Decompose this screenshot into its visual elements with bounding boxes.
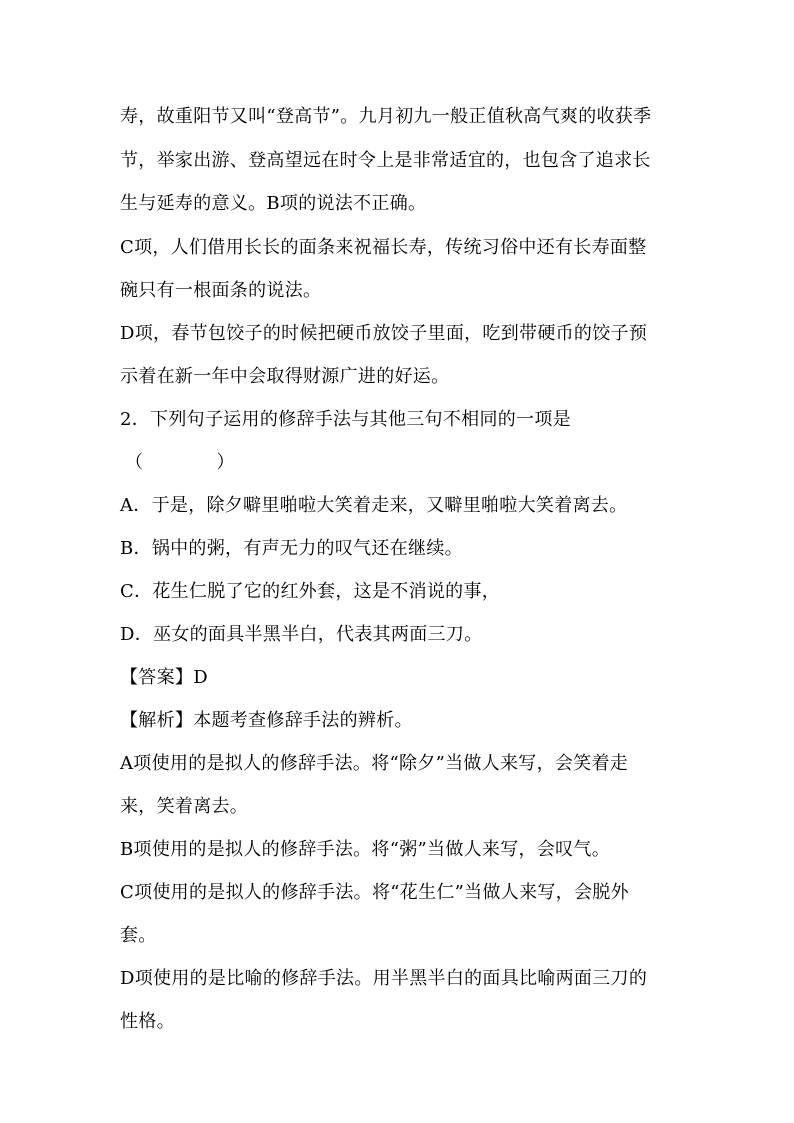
option-c: C．花生仁脱了它的红外套，这是不消说的事， [120, 581, 501, 602]
answer-label: 【答案】D [120, 667, 208, 688]
text-line: 寿，故重阳节又叫“登高节”。九月初九一般正值秋高气爽的收获季 [120, 106, 652, 127]
text-line: 套。 [120, 925, 157, 946]
text-line: 性格。 [120, 1011, 175, 1032]
text-line: 生与延寿的意义。B项的说法不正确。 [120, 193, 427, 214]
answer-blank: （ ） [125, 452, 235, 473]
text-line: 碗只有一根面条的说法。 [120, 280, 322, 301]
text-line: C项使用的是拟人的修辞手法。将“花生仁”当做人来写，会脱外 [120, 882, 629, 903]
text-line: D项，春节包饺子的时候把硬币放饺子里面，吃到带硬币的饺子预 [120, 323, 648, 344]
text-line: A项使用的是拟人的修辞手法。将“除夕”当做人来写，会笑着走 [120, 753, 629, 774]
text-line: 来，笑着离去。 [120, 796, 249, 817]
option-a: A．于是，除夕噼里啪啦大笑着走来，又噼里啪啦大笑着离去。 [120, 495, 628, 516]
question-stem: 2．下列句子运用的修辞手法与其他三句不相同的一项是 [120, 409, 571, 430]
text-line: D项使用的是比喻的修辞手法。用半黑半白的面具比喻两面三刀的 [120, 968, 648, 989]
text-line: B项使用的是拟人的修辞手法。将“粥”当做人来写，会叹气。 [120, 839, 611, 860]
option-d: D．巫女的面具半黑半白，代表其两面三刀。 [120, 624, 483, 645]
text-line: 节，举家出游、登高望远在时令上是非常适宜的，也包含了追求长 [120, 150, 651, 171]
text-line: 示着在新一年中会取得财源广进的好运。 [120, 366, 450, 387]
option-b: B．锅中的粥，有声无力的叹气还在继续。 [120, 538, 463, 559]
analysis-label: 【解析】本题考查修辞手法的辨析。 [120, 710, 413, 731]
text-line: C项，人们借用长长的面条来祝福长寿，传统习俗中还有长寿面整 [120, 237, 647, 258]
